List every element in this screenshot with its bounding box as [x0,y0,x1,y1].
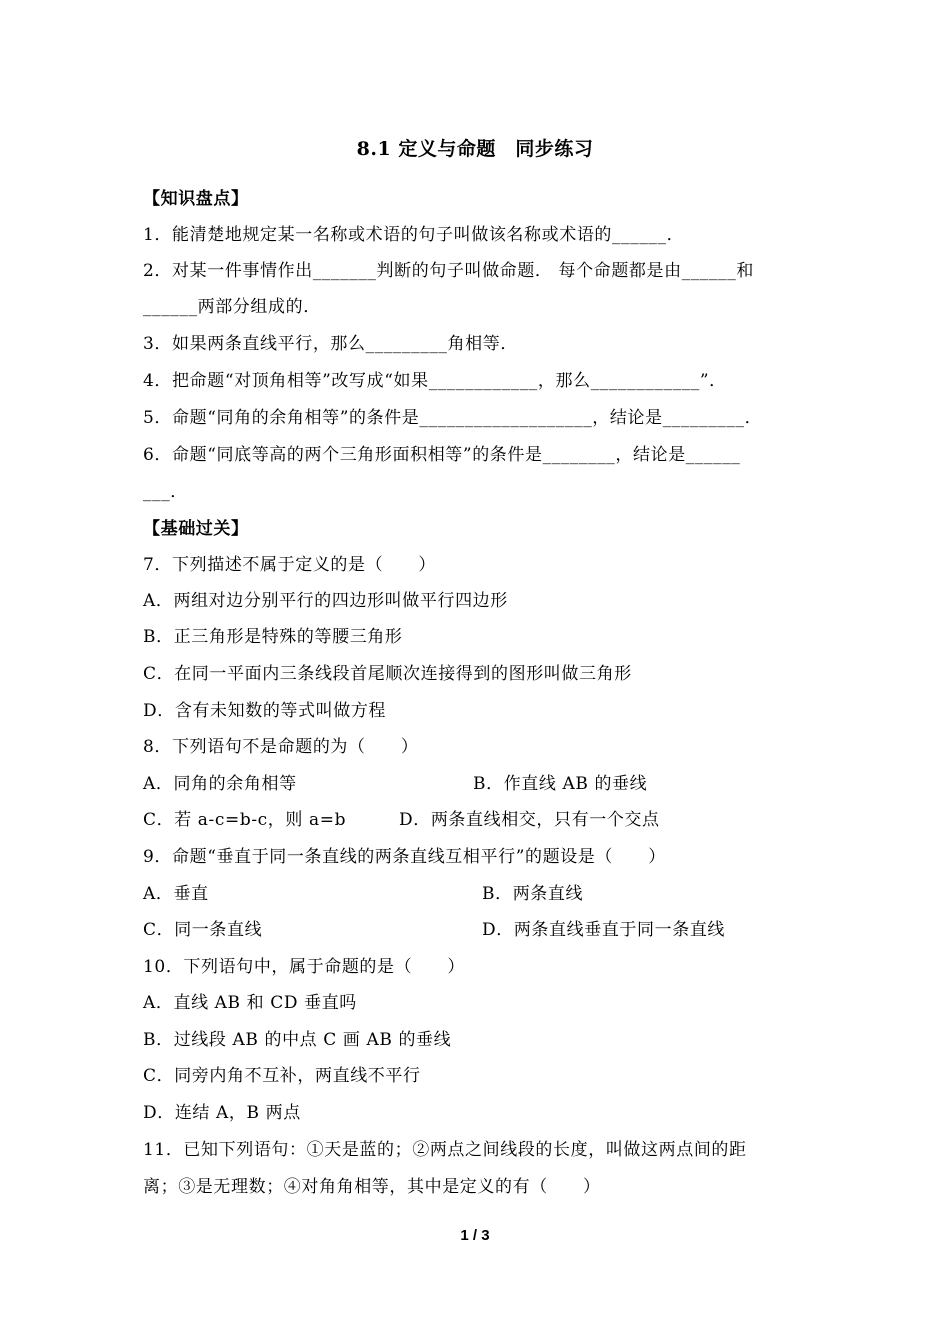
question-9-option-c: C．同一条直线 [143,920,263,940]
question-6: 6．命题“同底等高的两个三角形面积相等”的条件是________，结论是______ [143,445,741,465]
question-7-option-c: C．在同一平面内三条线段首尾顺次连接得到的图形叫做三角形 [143,664,632,684]
question-5: 5．命题“同角的余角相等”的条件是___________________，结论是_________． [143,408,763,428]
page-number: 1 / 3 [460,1227,490,1244]
question-4: 4．把命题“对顶角相等”改写成“如果____________，那么____________”． [143,371,727,391]
section-heading-basics: 【基础过关】 [143,519,249,539]
question-8-option-b: B．作直线 AB 的垂线 [473,774,648,794]
question-6-continued: ___． [143,482,188,502]
question-9: 9．命题“垂直于同一条直线的两条直线互相平行”的题设是（ ） [143,847,666,867]
question-7: 7．下列描述不属于定义的是（ ） [143,555,437,575]
question-10-option-a: A．直线 AB 和 CD 垂直吗 [143,993,357,1013]
question-10-option-b: B．过线段 AB 的中点 C 画 AB 的垂线 [143,1030,452,1050]
question-10-option-d: D．连结 A，B 两点 [143,1103,301,1123]
question-11: 11．已知下列语句：①天是蓝的；②两点之间线段的长度，叫做这两点间的距 [143,1140,747,1160]
question-7-option-a: A．两组对边分别平行的四边形叫做平行四边形 [143,591,508,611]
question-11-continued: 离；③是无理数；④对角角相等，其中是定义的有（ ） [143,1177,601,1197]
question-2-continued: ______两部分组成的． [143,297,321,317]
page-title: 8.1 定义与命题 同步练习 [356,138,594,160]
question-8: 8．下列语句不是命题的为（ ） [143,737,419,757]
question-3: 3．如果两条直线平行，那么_________角相等． [143,334,518,354]
question-8-option-d: D．两条直线相交，只有一个交点 [399,810,660,830]
section-heading-knowledge: 【知识盘点】 [143,189,249,209]
question-8-option-a: A．同角的余角相等 [143,774,297,794]
question-10: 10．下列语句中，属于命题的是（ ） [143,957,466,977]
question-10-option-c: C．同旁内角不互补，两直线不平行 [143,1066,421,1086]
question-7-option-b: B．正三角形是特殊的等腰三角形 [143,627,403,647]
question-1: 1．能清楚地规定某一名称或术语的句子叫做该名称或术语的______． [143,225,685,245]
question-2: 2．对某一件事情作出_______判断的句子叫做命题． 每个命题都是由______和 [143,261,754,281]
question-9-option-a: A．垂直 [143,884,209,904]
question-9-option-d: D．两条直线垂直于同一条直线 [482,920,726,940]
question-7-option-d: D．含有未知数的等式叫做方程 [143,701,387,721]
question-9-option-b: B．两条直线 [482,884,584,904]
question-8-option-c: C．若 a-c=b-c，则 a=b [143,810,347,830]
